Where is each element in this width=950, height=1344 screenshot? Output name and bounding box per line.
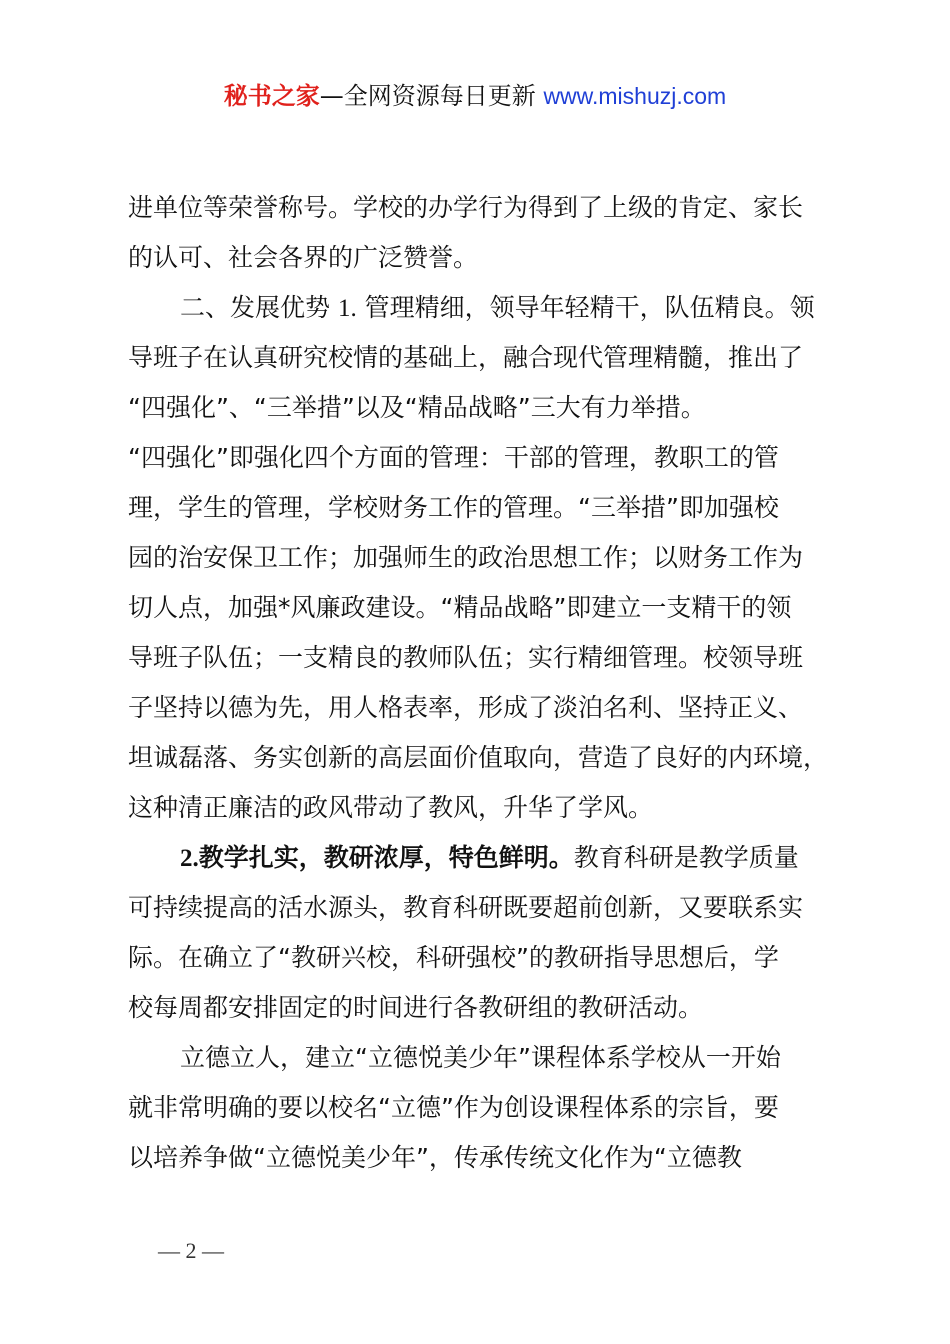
text-line (128, 1033, 838, 1083)
text-run: 理，学生的管理，学校财务工作的管理。“三举措”即加强校 (128, 493, 779, 522)
text-line (128, 883, 838, 933)
text-run: 进单位等荣誉称号。学校的办学行为得到了上级的肯定、家长 (128, 193, 804, 222)
text-line (128, 183, 838, 233)
page-number: — 2 — (158, 1238, 224, 1263)
text-run: 可持续提高的活水源头，教育科研既要超前创新，又要联系实 (128, 893, 804, 922)
text-line (128, 483, 838, 533)
text-run: 这种清正廉洁的政风带动了教风，升华了学风。 (128, 793, 654, 822)
text-run: 的认可、社会各界的广泛赞誉。 (128, 243, 479, 272)
text-run: 立德立人，建立“立德悦美少年”课程体系学校从一开始 (180, 1043, 781, 1072)
text-line (128, 633, 838, 683)
brand-name: 秘书之家 (223, 82, 320, 110)
site-header (0, 80, 950, 112)
text-run: 切人点，加强*风廉政建设。“精品战略”即建立一支精干的领 (128, 593, 792, 622)
text-run: 教育科研是教学质量 (573, 843, 799, 872)
text-line (128, 233, 838, 283)
text-run: “四强化”即强化四个方面的管理：干部的管理，教职工的管 (128, 443, 779, 472)
text-line (128, 333, 838, 383)
text-line (128, 533, 838, 583)
text-run: 导班子在认真研究校情的基础上，融合现代管理精髓，推出了 (128, 343, 804, 372)
text-run: 际。在确立了“教研兴校，科研强校”的教研指导思想后，学 (128, 943, 779, 972)
text-run: 教学扎实，教研浓厚，特色鲜明。 (198, 843, 574, 872)
site-url-link[interactable]: www.mishuzj.com (543, 83, 727, 109)
document-body (128, 183, 838, 1183)
text-line (128, 733, 838, 783)
text-line (128, 833, 838, 883)
text-line (128, 783, 838, 833)
text-run: 园的治安保卫工作；加强师生的政治思想工作；以财务工作为 (128, 543, 804, 572)
header-slogan: —全网资源每日更新 (319, 82, 544, 110)
text-line (128, 933, 838, 983)
text-run: “四强化”、“三举措”以及“精品战略”三大有力举措。 (128, 393, 706, 422)
text-line (128, 683, 838, 733)
text-line (128, 983, 838, 1033)
text-run: 就非常明确的要以校名“立德”作为创设课程体系的宗旨，要 (128, 1093, 779, 1122)
text-run: 2. (180, 845, 199, 872)
text-run: 二、发展优势 (180, 293, 338, 322)
text-run: 坦诚磊落、务实创新的高层面价值取向，营造了良好的内环境， (128, 743, 829, 772)
text-line (128, 1133, 838, 1183)
text-line (128, 383, 838, 433)
text-run: 子坚持以德为先，用人格表率，形成了淡泊名利、坚持正义、 (128, 693, 804, 722)
text-run: 导班子队伍；一支精良的教师队伍；实行精细管理。校领导班 (128, 643, 804, 672)
text-run: 管理精细，领导年轻精干，队伍精良。领 (356, 293, 815, 322)
text-line (128, 1083, 838, 1133)
text-run: 以培养争做“立德悦美少年”，传承传统文化作为“立德教 (128, 1143, 742, 1172)
text-line (128, 583, 838, 633)
text-line (128, 433, 838, 483)
text-line (128, 283, 838, 333)
text-run: 校每周都安排固定的时间进行各教研组的教研活动。 (128, 993, 704, 1022)
text-run: 1. (337, 295, 357, 322)
